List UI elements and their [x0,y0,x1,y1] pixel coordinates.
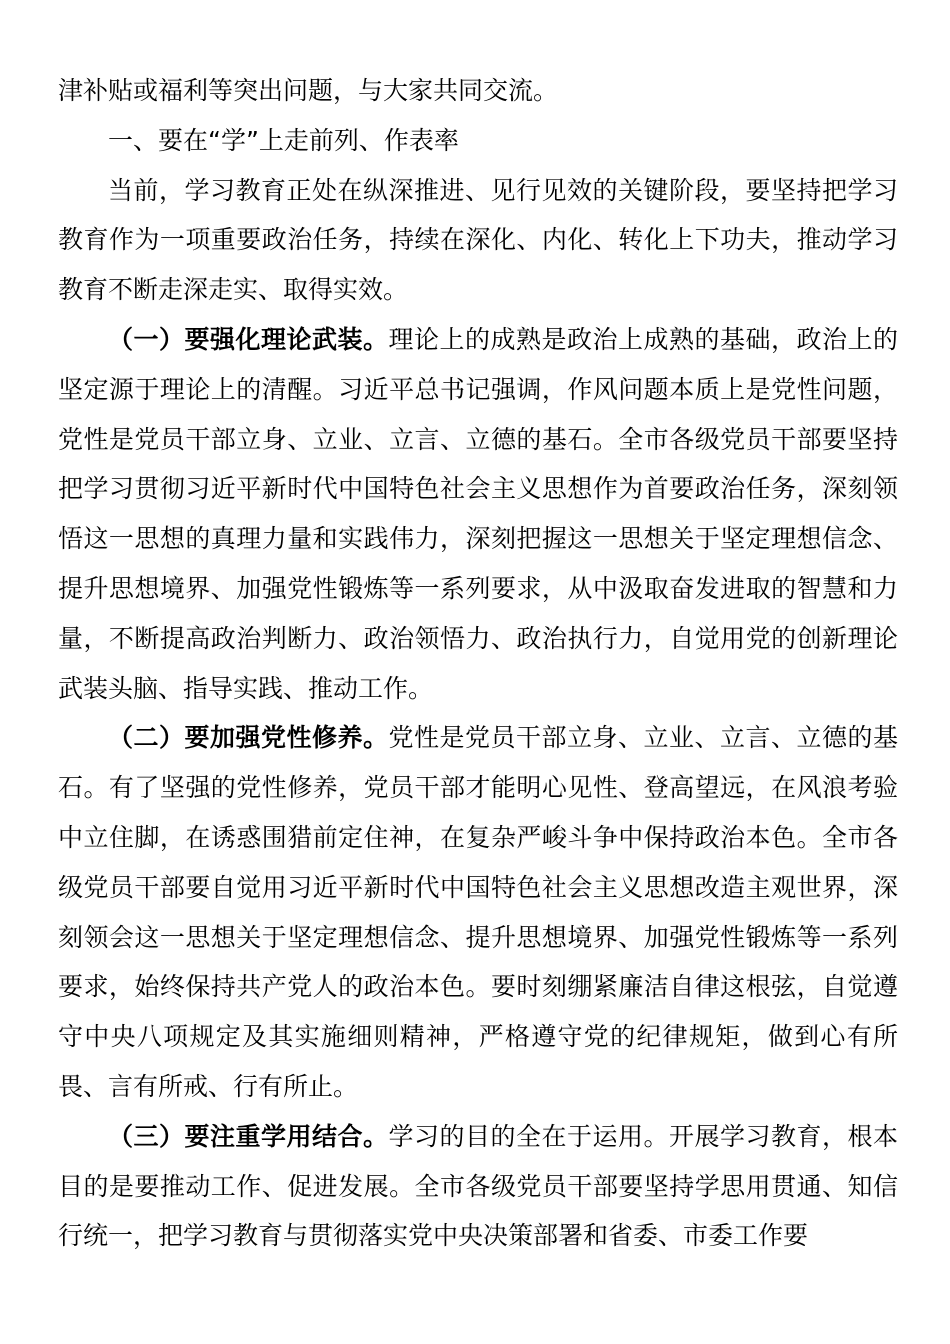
paragraph-text: 津补贴或福利等突出问题，与大家共同交流。 [58,76,559,105]
document-page [58,66,898,1261]
paragraph-text: 学习的目的全在于运用。开展学习教育，根本目的是要推动工作、促进发展。全市各级党员干部要坚持学思用贯通、知信行统一，把学习教育与贯彻落实党中央决策部署和省委、市委工作要 [58,1121,898,1251]
paragraph-continuation [58,66,898,116]
point-heading: （一）要强化理论武装。 [108,324,389,354]
section-heading [58,116,898,166]
section-heading-text: 一、要在“学”上走前列、作表率 [108,125,459,155]
paragraph-intro [58,166,898,315]
paragraph-text: 理论上的成熟是政治上成熟的基础，政治上的坚定源于理论上的清醒。习近平总书记强调，作风问题本质上是党性问题，党性是党员干部立身、立业、立言、立德的基石。全市各级党员干部要坚持把学习贯彻习近平新时代中国特色社会主义思想作为首要政治任务，深刻领悟这一思想的真理力量和实践伟力，深刻把握这一思想关于坚定理想信念、提升思想境界、加强党性锻炼等一系列要求，从中汲取奋发进取的智慧和力量，不断提高政治判断力、政治领悟力、政治执行力，自觉用党的创新理论武装头脑、指导实践、推动工作。 [58,324,898,703]
paragraph-point-3 [58,1112,898,1261]
paragraph-point-2 [58,713,898,1111]
point-heading: （二）要加强党性修养。 [108,723,389,753]
point-heading: （三）要注重学用结合。 [108,1121,389,1151]
paragraph-point-1 [58,315,898,713]
paragraph-text: 党性是党员干部立身、立业、立言、立德的基石。有了坚强的党性修养，党员干部才能明心见性、登高望远，在风浪考验中立住脚，在诱惑围猎前定住神，在复杂严峻斗争中保持政治本色。全市各级党员干部要自觉用习近平新时代中国特色社会主义思想改造主观世界，深刻领会这一思想关于坚定理想信念、提升思想境界、加强党性锻炼等一系列要求，始终保持共产党人的政治本色。要时刻绷紧廉洁自律这根弦，自觉遵守中央八项规定及其实施细则精神，严格遵守党的纪律规矩，做到心有所畏、言有所戒、行有所止。 [58,723,898,1101]
paragraph-text: 当前，学习教育正处在纵深推进、见行见效的关键阶段，要坚持把学习教育作为一项重要政治任务，持续在深化、内化、转化上下功夫，推动学习教育不断走深走实、取得实效。 [58,175,898,305]
